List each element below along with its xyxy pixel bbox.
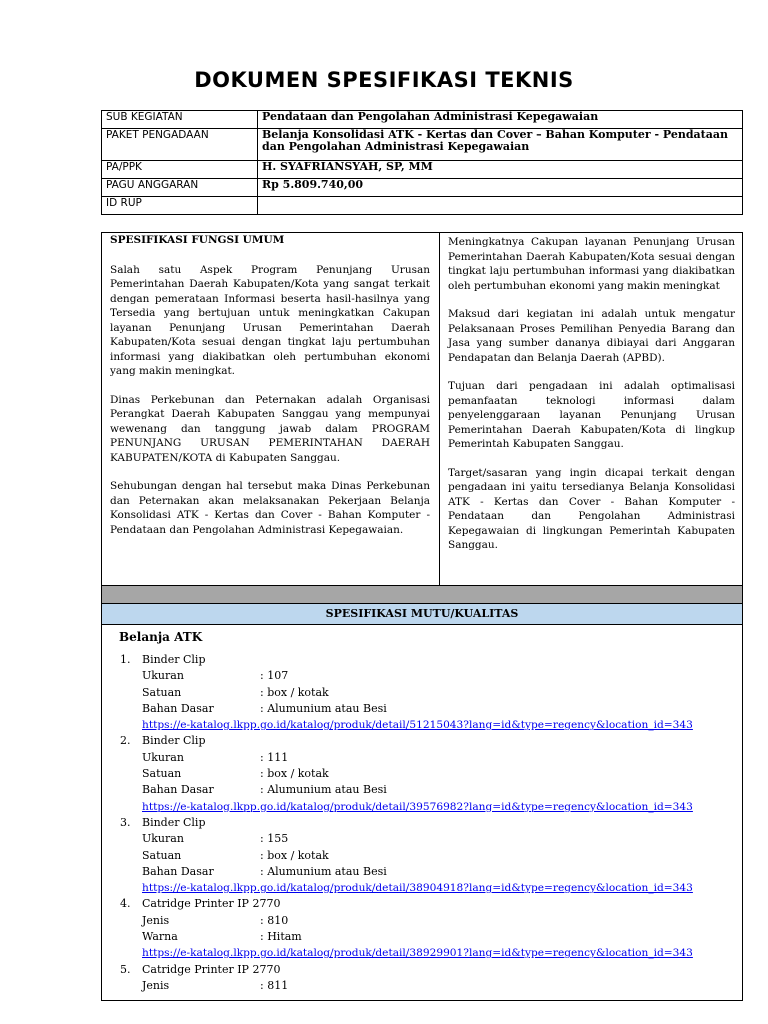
list-item bbox=[120, 815, 740, 896]
table-key: SUB KEGIATAN bbox=[102, 111, 258, 129]
attr-value: : 155 bbox=[260, 832, 289, 846]
attr-value: : Hitam bbox=[260, 930, 302, 944]
list-item bbox=[120, 896, 740, 961]
attr-label: Satuan bbox=[142, 685, 182, 699]
table-key: ID RUP bbox=[102, 197, 258, 215]
table-row bbox=[102, 197, 743, 215]
item-number: 2. bbox=[120, 734, 131, 748]
attr-label: Satuan bbox=[142, 848, 182, 862]
list-item bbox=[120, 652, 740, 733]
attr-value: : box / kotak bbox=[260, 767, 329, 781]
subheading: Belanja ATK bbox=[119, 630, 203, 644]
attr-value: : 111 bbox=[260, 750, 289, 764]
attr-label: Jenis bbox=[142, 913, 170, 927]
table-value: Pendataan dan Pengolahan Administrasi Kepegawaian bbox=[258, 111, 743, 129]
attr-label: Warna bbox=[142, 930, 178, 944]
item-number: 3. bbox=[120, 815, 131, 829]
attr-label: Bahan Dasar bbox=[142, 864, 214, 878]
table-value: Rp 5.809.740,00 bbox=[258, 179, 743, 197]
attr-label: Bahan Dasar bbox=[142, 701, 214, 715]
attr-value: : Alumunium atau Besi bbox=[260, 783, 387, 797]
item-list bbox=[120, 652, 740, 994]
table-value: H. SYAFRIANSYAH, SP, MM bbox=[258, 161, 743, 179]
attr-label: Satuan bbox=[142, 767, 182, 781]
mutu-heading: SPESIFIKASI MUTU/KUALITAS bbox=[101, 603, 743, 625]
item-name: Binder Clip bbox=[142, 653, 206, 666]
item-number: 1. bbox=[120, 653, 131, 666]
gray-separator-band bbox=[101, 585, 743, 604]
table-row bbox=[102, 111, 743, 129]
katalog-link[interactable]: https://e-katalog.lkpp.go.id/katalog/produk/detail/39576982?lang=id&type=regency&location_id=343 bbox=[142, 800, 693, 813]
katalog-link[interactable]: https://e-katalog.lkpp.go.id/katalog/produk/detail/38904918?lang=id&type=regency&location_id=343 bbox=[142, 882, 693, 895]
attr-value: : 811 bbox=[260, 978, 289, 992]
attr-value: : Alumunium atau Besi bbox=[260, 864, 387, 878]
left-column bbox=[110, 233, 430, 537]
attr-label: Ukuran bbox=[142, 669, 184, 683]
paragraph: Tujuan dari pengadaan ini adalah optimalisasi pemanfaatan teknologi informasi dalam penyelenggaraan layanan Penunjang Urusan Pemerintahan Daerah Kabupaten/Kota di lingkup Pemerintah Kabupaten Sanggau. bbox=[448, 380, 735, 450]
column-divider bbox=[439, 233, 440, 585]
spesifikasi-fungsi-section bbox=[101, 232, 743, 586]
section-heading: SPESIFIKASI FUNGSI UMUM bbox=[110, 234, 285, 246]
paragraph: Salah satu Aspek Program Penunjang Urusan Pemerintahan Daerah Kabupaten/Kota yang sangat terkait dengan pemerataan Informasi beserta hasil-hasilnya yang Tersedia yang bertujuan untuk meningkatkan Cakupan layanan Penunjang Urusan Pemerintahan Daerah Kabupaten/Kota sesuai dengan tingkat laju pertumbuhan informasi yang diakibatkan oleh pertumbuhan ekonomi yang makin meningkat. bbox=[110, 263, 430, 377]
item-name: Binder Clip bbox=[142, 815, 206, 829]
list-item bbox=[120, 962, 740, 995]
attr-value: : box / kotak bbox=[260, 685, 329, 699]
katalog-link[interactable]: https://e-katalog.lkpp.go.id/katalog/produk/detail/38929901?lang=id&type=regency&location_id=343 bbox=[142, 947, 693, 960]
attr-label: Ukuran bbox=[142, 832, 184, 846]
item-number: 5. bbox=[120, 962, 131, 976]
paragraph: Maksud dari kegiatan ini adalah untuk mengatur Pelaksanaan Proses Pemilihan Penyedia Barang dan Jasa yang sumber dananya dibiayai dari Anggaran Pendapatan dan Belanja Daerah (APBD). bbox=[448, 308, 735, 364]
attr-label: Bahan Dasar bbox=[142, 783, 214, 797]
attr-label: Jenis bbox=[142, 978, 170, 992]
table-key: PAGU ANGGARAN bbox=[102, 179, 258, 197]
spesifikasi-mutu-section bbox=[101, 624, 743, 1001]
info-table bbox=[101, 110, 743, 215]
table-key: PA/PPK bbox=[102, 161, 258, 179]
attr-label: Ukuran bbox=[142, 750, 184, 764]
item-name: Binder Clip bbox=[142, 734, 206, 748]
table-value: Belanja Konsolidasi ATK - Kertas dan Cover – Bahan Komputer - Pendataan dan Pengolahan Administrasi Kepegawaian bbox=[258, 129, 743, 161]
table-key: PAKET PENGADAAN bbox=[102, 129, 258, 161]
attr-value: : box / kotak bbox=[260, 848, 329, 862]
document-title: DOKUMEN SPESIFIKASI TEKNIS bbox=[194, 68, 574, 92]
right-column bbox=[448, 235, 735, 553]
table-row bbox=[102, 161, 743, 179]
table-value bbox=[258, 197, 743, 215]
item-number: 4. bbox=[120, 897, 131, 911]
paragraph: Sehubungan dengan hal tersebut maka Dinas Perkebunan dan Peternakan akan melaksanakan Pekerjaan Belanja Konsolidasi ATK - Kertas dan Cover - Bahan Komputer - Pendataan dan Pengolahan Administrasi Kepegawaian. bbox=[110, 480, 430, 536]
paragraph: Meningkatnya Cakupan layanan Penunjang Urusan Pemerintahan Daerah Kabupaten/Kota sesuai dengan tingkat laju pertumbuhan informasi yang diakibatkan oleh pertumbuhan ekonomi yang makin meningkat bbox=[448, 236, 735, 292]
table-row bbox=[102, 179, 743, 197]
paragraph: Dinas Perkebunan dan Peternakan adalah Organisasi Perangkat Daerah Kabupaten Sanggau yang mempunyai wewenang dan tanggung jawab dalam PROGRAM PENUNJANG URUSAN PEMERINTAHAN DAERAH KABUPATEN/KOTA di Kabupaten Sanggau. bbox=[110, 393, 430, 464]
attr-value: : 107 bbox=[260, 669, 289, 683]
attr-value: : 810 bbox=[260, 913, 289, 927]
item-name: Catridge Printer IP 2770 bbox=[142, 897, 281, 911]
table-row bbox=[102, 129, 743, 161]
attr-value: : Alumunium atau Besi bbox=[260, 701, 387, 715]
katalog-link[interactable]: https://e-katalog.lkpp.go.id/katalog/produk/detail/51215043?lang=id&type=regency&location_id=343 bbox=[142, 719, 693, 732]
item-name: Catridge Printer IP 2770 bbox=[142, 962, 281, 976]
paragraph: Target/sasaran yang ingin dicapai terkait dengan pengadaan ini yaitu tersedianya Belanja Konsolidasi ATK - Kertas dan Cover - Bahan Komputer - Pendataan dan Pengolahan Administrasi Kepegawaian di lingkungan Pemerintah Kabupaten Sanggau. bbox=[448, 466, 735, 551]
list-item bbox=[120, 733, 740, 814]
